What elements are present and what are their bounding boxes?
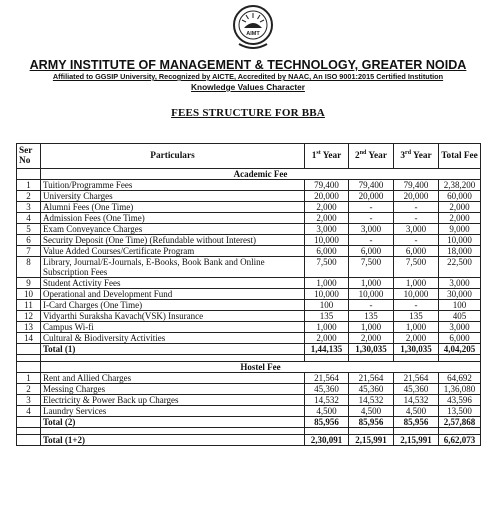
cell-ser-no: 4 [17,213,41,224]
cell-ser-no: 4 [17,406,41,417]
institute-logo-icon [233,4,273,56]
section-heading-hostel: Hostel Fee [17,362,481,373]
cell-year-1: 1,000 [305,278,349,289]
cell-total-fee: 30,000 [439,289,481,300]
cell-ser-no: 5 [17,224,41,235]
table-row [17,180,481,191]
cell-total-fee: 3,000 [439,278,481,289]
academic-total-row [17,344,481,355]
cell-total-fee: 18,000 [439,246,481,257]
cell-particulars: Tuition/Programme Fees [41,180,305,191]
cell-year-1: 7,500 [305,257,349,278]
header-ser-no: Ser No [17,144,41,169]
cell-year-3: 135 [394,311,439,322]
cell-year-2: - [349,235,394,246]
cell-year-3: 1,000 [394,278,439,289]
header-total-fee: Total Fee [439,144,481,169]
cell-total-fee: 3,000 [439,322,481,333]
cell-year-3: 7,500 [394,257,439,278]
table-row [17,289,481,300]
cell-total-fee: 2,000 [439,213,481,224]
total-cell-total: 2,57,868 [439,417,481,428]
cell-ser-no: 6 [17,235,41,246]
cell-year-2: - [349,213,394,224]
spacer-row [17,428,481,435]
cell-year-3: - [394,202,439,213]
cell-total-fee: 2,000 [439,202,481,213]
page-title: FEES STRUCTURE FOR BBA [171,107,325,119]
cell-year-3: 14,532 [394,395,439,406]
total-cell-y2: 1,30,035 [349,344,394,355]
cell-year-3: 21,564 [394,373,439,384]
cell-year-3: 45,360 [394,384,439,395]
cell-total-fee: 60,000 [439,191,481,202]
cell-total-fee: 1,36,080 [439,384,481,395]
cell-ser-no: 7 [17,246,41,257]
cell-year-1: 45,360 [305,384,349,395]
spacer-row [17,355,481,362]
fee-table [16,143,481,446]
table-row [17,311,481,322]
table-row [17,257,481,278]
cell-ser-no: 3 [17,202,41,213]
total-cell-y3: 85,956 [394,417,439,428]
cell-year-2: 14,532 [349,395,394,406]
institute-name: ARMY INSTITUTE OF MANAGEMENT & TECHNOLOGY, GREATER NOIDA [29,58,467,72]
cell-year-2: 1,000 [349,322,394,333]
cell-particulars: University Charges [41,191,305,202]
header-particulars: Particulars [41,144,305,169]
cell-ser-no: 14 [17,333,41,344]
cell-total-fee: 64,692 [439,373,481,384]
cell-total-fee: 13,500 [439,406,481,417]
total-cell-y1: 1,44,135 [305,344,349,355]
table-row [17,213,481,224]
cell-particulars: Electricity & Power Back up Charges [41,395,305,406]
cell-year-2: 10,000 [349,289,394,300]
cell-ser-no: 3 [17,395,41,406]
cell-particulars: Admission Fees (One Time) [41,213,305,224]
cell-ser-no: 10 [17,289,41,300]
cell-year-1: 79,400 [305,180,349,191]
cell-year-3: - [394,213,439,224]
cell-year-2: 6,000 [349,246,394,257]
cell-year-1: 4,500 [305,406,349,417]
cell-ser-no: 13 [17,322,41,333]
cell-total-fee: 100 [439,300,481,311]
cell-ser-no: 12 [17,311,41,322]
cell-year-3: 79,400 [394,180,439,191]
cell-particulars: Security Deposit (One Time) (Refundable without Interest) [41,235,305,246]
cell-year-1: 10,000 [305,235,349,246]
table-row [17,300,481,311]
cell-year-2: - [349,202,394,213]
cell-year-2: 21,564 [349,373,394,384]
cell-ser-no: 9 [17,278,41,289]
motto: Knowledge Values Character [191,82,305,92]
table-header-row [17,144,481,169]
table-row [17,246,481,257]
cell-total-fee: 2,38,200 [439,180,481,191]
table-row [17,373,481,384]
cell-total-fee: 43,596 [439,395,481,406]
cell-ser-no: 8 [17,257,41,278]
cell-particulars: Messing Charges [41,384,305,395]
cell-particulars: Exam Conveyance Charges [41,224,305,235]
total-cell-label: Total (1) [41,344,305,355]
cell-particulars: Cultural & Biodiversity Activities [41,333,305,344]
cell-year-3: 2,000 [394,333,439,344]
cell-year-3: - [394,235,439,246]
cell-year-2: 20,000 [349,191,394,202]
header-year-2: 2nd Year [349,144,394,169]
cell-particulars: Rent and Allied Charges [41,373,305,384]
table-row [17,202,481,213]
cell-total-fee: 6,000 [439,333,481,344]
cell-year-1: 3,000 [305,224,349,235]
cell-year-2: 135 [349,311,394,322]
cell-particulars: Operational and Development Fund [41,289,305,300]
total-cell-total: 4,04,205 [439,344,481,355]
cell-year-3: 10,000 [394,289,439,300]
cell-year-3: 20,000 [394,191,439,202]
cell-particulars: Alumni Fees (One Time) [41,202,305,213]
cell-year-1: 2,000 [305,213,349,224]
cell-year-1: 135 [305,311,349,322]
cell-ser-no: 2 [17,384,41,395]
cell-year-1: 6,000 [305,246,349,257]
cell-year-2: 1,000 [349,278,394,289]
total-cell-blank [17,344,41,355]
cell-year-2: - [349,300,394,311]
cell-year-1: 20,000 [305,191,349,202]
cell-year-3: 4,500 [394,406,439,417]
table-row [17,224,481,235]
cell-year-1: 100 [305,300,349,311]
cell-year-2: 2,000 [349,333,394,344]
table-row [17,384,481,395]
cell-year-2: 3,000 [349,224,394,235]
total-cell-y1: 85,956 [305,417,349,428]
cell-total-fee: 10,000 [439,235,481,246]
section-heading-academic: Academic Fee [17,169,481,180]
total-cell-label: Total (2) [41,417,305,428]
cell-ser-no: 11 [17,300,41,311]
cell-year-2: 79,400 [349,180,394,191]
cell-year-3: 6,000 [394,246,439,257]
cell-year-3: 1,000 [394,322,439,333]
cell-year-1: 1,000 [305,322,349,333]
table-row [17,406,481,417]
table-row [17,333,481,344]
cell-year-2: 4,500 [349,406,394,417]
total-cell-y2: 85,956 [349,417,394,428]
table-row [17,235,481,246]
cell-ser-no: 1 [17,180,41,191]
header-year-3: 3rd Year [394,144,439,169]
cell-ser-no: 2 [17,191,41,202]
hostel-total-row [17,417,481,428]
table-row [17,395,481,406]
cell-year-3: - [394,300,439,311]
cell-year-1: 21,564 [305,373,349,384]
cell-particulars: Vidyarthi Suraksha Kavach(VSK) Insurance [41,311,305,322]
svg-text:AIMT: AIMT [246,31,260,37]
cell-year-1: 2,000 [305,333,349,344]
cell-total-fee: 405 [439,311,481,322]
cell-year-2: 45,360 [349,384,394,395]
cell-total-fee: 22,500 [439,257,481,278]
cell-particulars: Campus Wi-fi [41,322,305,333]
cell-ser-no: 1 [17,373,41,384]
table-row [17,191,481,202]
cell-year-1: 14,532 [305,395,349,406]
table-row [17,278,481,289]
cell-total-fee: 9,000 [439,224,481,235]
total-cell-blank [17,417,41,428]
cell-year-2: 7,500 [349,257,394,278]
cell-year-1: 2,000 [305,202,349,213]
grand-total-row: Total (1+2) 2,30,091 2,15,991 2,15,991 6,62,073 [17,435,481,446]
cell-particulars: Laundry Services [41,406,305,417]
cell-particulars: Student Activity Fees [41,278,305,289]
cell-particulars: Library, Journal/E-Journals, E-Books, Book Bank and Online Subscription Fees [41,257,305,278]
cell-year-1: 10,000 [305,289,349,300]
cell-particulars: Value Added Courses/Certificate Program [41,246,305,257]
header-year-1: 1st Year [305,144,349,169]
table-row [17,322,481,333]
cell-year-3: 3,000 [394,224,439,235]
cell-particulars: I-Card Charges (One Time) [41,300,305,311]
total-cell-y3: 1,30,035 [394,344,439,355]
affiliation-line: Affiliated to GGSIP University, Recognized by AICTE, Accredited by NAAC, An ISO 9001:2015 Certified Institution [52,72,444,81]
